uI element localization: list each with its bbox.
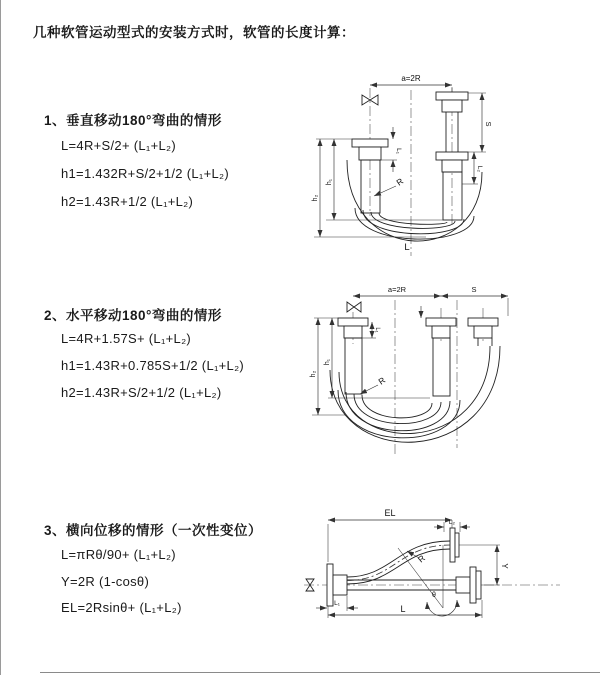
page-title: 几种软管运动型式的安装方式时，软管的长度计算： — [33, 25, 355, 40]
dim-s — [468, 93, 493, 152]
formula-line: h1=1.43R+0.785S+1/2 (L₁+L₂) — [61, 358, 245, 373]
middle-fitting — [421, 306, 456, 396]
formula-line: Y=2R (1-cosθ) — [61, 574, 150, 589]
angle-construction — [398, 545, 457, 616]
dim-label-l2: L₂ — [476, 165, 483, 173]
dim-label-y: Y — [500, 563, 509, 569]
formula-line: h2=1.43R+1/2 (L₁+L₂) — [61, 194, 194, 209]
formula-line: h2=1.43R+S/2+1/2 (L₁+L₂) — [61, 385, 222, 400]
dim-a2r — [353, 285, 441, 296]
dim-label-el: EL — [384, 508, 396, 518]
formula-line: L=πRθ/90+ (L₁+L₂) — [61, 547, 176, 562]
dim-l1 — [381, 127, 402, 172]
dim-l — [328, 600, 482, 618]
dim-label-l-bottom: L — [404, 242, 410, 253]
page-edge-left — [0, 0, 1, 675]
formula-line: L=4R+S/2+ (L₁+L₂) — [61, 138, 176, 153]
radius-callout — [374, 176, 405, 196]
diagram-vertical-180-bend — [308, 66, 560, 262]
dim-label-theta: θ — [432, 592, 436, 599]
formula-line: EL=2Rsinθ+ (L₁+L₂) — [61, 600, 182, 615]
radius-callout — [360, 375, 387, 394]
left-fitting — [338, 318, 368, 394]
valve-icon — [347, 302, 361, 312]
dim-label-l1: L₁ — [334, 600, 340, 607]
formula-line: h1=1.432R+S/2+1/2 (L₁+L₂) — [61, 166, 229, 181]
dim-label-l2: L₂ — [448, 519, 456, 526]
dim-l1 — [316, 596, 358, 611]
dim-label-l1: L₁ — [395, 148, 402, 154]
formula-line: L=4R+1.57S+ (L₁+L₂) — [61, 331, 192, 346]
dim-el — [328, 508, 452, 562]
dim-label-r: R — [394, 175, 406, 188]
section-1-heading: 1、垂直移动180°弯曲的情形 — [44, 113, 222, 128]
dim-h1-h2 — [310, 318, 430, 415]
diagram-lateral-displacement — [296, 498, 588, 660]
diagram-horizontal-180-bend — [306, 284, 572, 468]
dim-label-h1: h₁ — [324, 358, 331, 366]
dim-label-h2: h₂ — [312, 194, 319, 202]
dim-s — [441, 285, 508, 316]
dim-label-h2: h₂ — [310, 370, 317, 378]
right-fitting — [468, 318, 498, 346]
s-curve-hose — [347, 541, 450, 584]
dim-label-h1: h₁ — [326, 178, 333, 186]
dim-label-r: R — [415, 552, 427, 565]
upper-flange — [450, 528, 500, 562]
section-2-heading: 2、水平移动180°弯曲的情形 — [44, 308, 222, 323]
dim-label-s: S — [484, 121, 493, 127]
dim-label-a2r: a=2R — [401, 74, 421, 83]
dim-label-l1: L₁ — [374, 327, 380, 333]
dim-y — [481, 545, 509, 585]
dim-label-s: S — [471, 285, 477, 294]
dim-label-r: R — [376, 374, 388, 387]
section-3-heading: 3、横向位移的情形（一次性变位） — [44, 523, 263, 538]
dim-label-a2r: a=2R — [387, 285, 407, 294]
centerlines — [370, 88, 452, 256]
page-edge-bottom — [40, 672, 600, 673]
right-flange — [456, 567, 481, 603]
dim-label-l: L — [400, 604, 406, 614]
